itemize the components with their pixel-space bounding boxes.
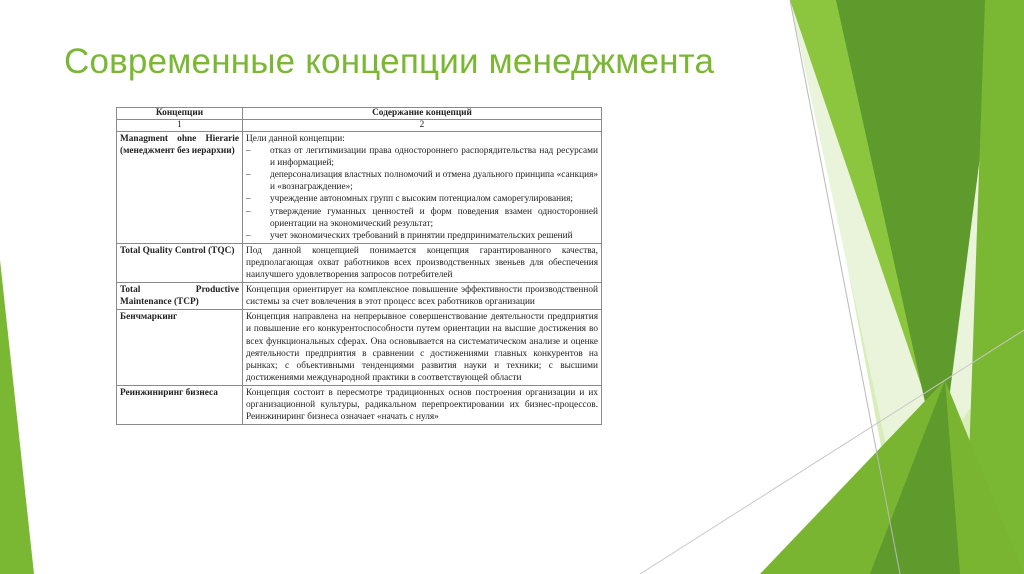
- slide-title: Современные концепции менеджмента: [64, 42, 715, 81]
- table-column-number-row: [117, 120, 602, 132]
- concept-content: Концепция состоит в пересмотре традиционных основ построения организации и их организационной культуры, радикальном перепроектировании их бизнес-процессов. Реинжиниринг бизнеса означает «начать с нуля»: [243, 385, 602, 424]
- table-header-row: [117, 108, 602, 120]
- deco-left-sliver: [0, 260, 34, 574]
- deco-thin-line-2: [640, 330, 1024, 574]
- column-number-2: 2: [243, 120, 602, 132]
- concepts-table: [116, 107, 602, 425]
- concept-name: Бенчмаркинг: [117, 310, 243, 386]
- header-concepts: Концепции: [117, 108, 243, 120]
- list-item-text: деперсонализация властных полномочий и отмена дуального принципа «санкция» и «вознаграждение»;: [270, 170, 598, 193]
- concept-name: Total Productive Maintenance (TCP): [117, 283, 243, 310]
- deco-mid-triangle: [790, 0, 950, 470]
- concept-content: Под данной концепцией понимается концепция гарантированного качества, предполагающая охват работников всех производственных звеньев для обеспечения наилучшего удовлетворения запросов потребителей: [243, 243, 602, 282]
- concept-name: Managment ohne Hierarie (менеджмент без иерархии): [117, 132, 243, 244]
- concept-content: Концепция ориентирует на комплексное повышение эффективности производственной системы за счет вовлечения в этот процесс всех работников организации: [243, 283, 602, 310]
- deco-dark-triangle: [836, 0, 1000, 470]
- header-content: Содержание концепций: [243, 108, 602, 120]
- list-item-text: учреждение автономных групп с высоким потенциалом саморегулирования;: [270, 194, 573, 205]
- concept-name: Total Quality Control (TQC): [117, 243, 243, 282]
- concept-name: Реинжиниринг бизнеса: [117, 385, 243, 424]
- deco-right-strip: [965, 0, 1024, 574]
- concept-content: Концепция направлена на непрерывное совершенствование деятельности предприятия и повышение его конкурентоспособности путем ориентации на высшие достижения во всех функциональных сферах. Она основывается на систематическом анализе и оценке деятельности предприятия в сравнении с достижениями главных конкурентов на рынках; с объективными тенденциями развития науки и техники; с высшими достижениями международной практики в соответствующей области: [243, 310, 602, 386]
- concepts-table-container: [116, 107, 602, 425]
- list-item: – деперсонализация властных полномочий и отмена дуального принципа «санкция» и «вознаграждение»;: [246, 170, 598, 193]
- column-number-1: 1: [117, 120, 243, 132]
- list-item: – утверждение гуманных ценностей и форм поведения взамен односторонней ориентации на экономический результат;: [246, 206, 598, 229]
- concept-intro: Цели данной концепции:: [246, 134, 345, 144]
- table-row: [117, 132, 602, 244]
- list-item: – учет экономических требований в принятии предпринимательских решений: [246, 230, 573, 241]
- list-item: – учреждение автономных групп с высоким потенциалом саморегулирования;: [246, 194, 573, 205]
- table-row: [117, 243, 602, 282]
- deco-light-band: [826, 110, 1024, 574]
- table-row: [117, 385, 602, 424]
- deco-bottom-dark: [870, 380, 960, 574]
- list-item-text: учет экономических требований в принятии предпринимательских решений: [270, 230, 573, 241]
- concept-content: [243, 132, 602, 244]
- table-row: [117, 283, 602, 310]
- table-row: [117, 310, 602, 386]
- deco-light-panel: [790, 0, 1024, 510]
- list-item-text: утверждение гуманных ценностей и форм поведения взамен односторонней ориентации на экономический результат;: [270, 206, 598, 229]
- list-item: – отказ от легитимизации права одностороннего распорядительства над ресурсами и информацией;: [246, 146, 598, 169]
- deco-thin-line: [790, 0, 900, 574]
- list-item-text: отказ от легитимизации права одностороннего распорядительства над ресурсами и информацией;: [270, 146, 598, 169]
- deco-bottom-triangle: [760, 380, 1024, 574]
